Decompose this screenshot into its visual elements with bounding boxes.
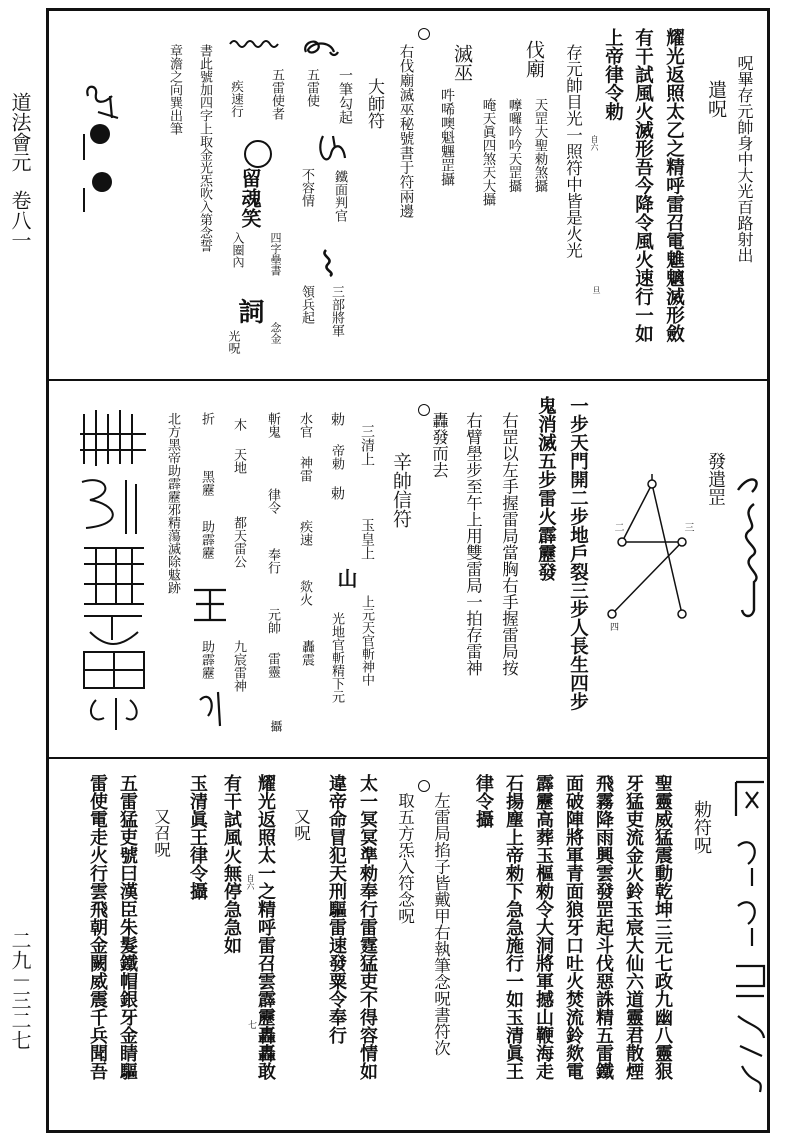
p3-mark-b: 七	[246, 1020, 256, 1029]
p3-col-2: 聖靈威猛震動乾坤三元七政九幽八靈狠	[652, 774, 673, 1080]
p2-col-29: 都天雷公	[231, 516, 246, 568]
p1-col-24: 疾速行	[229, 80, 245, 118]
p2-col-6: 轟發而去	[429, 412, 449, 478]
p3-col-4: 飛霧降雨興雲發罡起斗伐惡誅精五雷鐵	[593, 774, 614, 1080]
p1-col-3: 耀光返照太乙之精呼雷召電魋魑滅形斂	[663, 28, 685, 343]
p2-col-21: 斬鬼	[265, 412, 280, 438]
p1-col-8: 天罡大聖勑煞攝	[531, 98, 548, 193]
p2-col-12: 帝勅	[329, 444, 344, 470]
p1-col-15: 一筆勾起	[337, 68, 353, 124]
p1-mark-b: 旦	[592, 286, 601, 294]
p1-col-7: 伐廟	[523, 40, 545, 78]
p2-col-3: 鬼消滅五步雷火霹靂發	[535, 396, 557, 581]
p2-col-27: 木	[231, 418, 246, 431]
p2-col-8: 三清上	[359, 424, 375, 466]
p1-col-4: 有干試風火滅形吾今降令風火速行一如	[632, 28, 654, 343]
talisman-figure	[78, 78, 138, 218]
p2-col-23: 奉行	[265, 548, 280, 574]
volume-label: 卷八一	[8, 190, 32, 250]
p3-col-18: 五雷猛吏號曰漢臣朱髮鐵帽銀牙金睛驅	[117, 774, 138, 1080]
p2-col-14: 光地官斬精下元	[329, 612, 344, 703]
p2-col-26: 攝	[269, 720, 283, 732]
talisman-bracket	[732, 776, 768, 1096]
p2-col-9: 玉皇上	[359, 518, 375, 560]
p1-col-1: 呪畢存元帥身中大光百路射出	[735, 55, 754, 263]
diagram-label-4: 四	[608, 622, 618, 631]
margin-rule	[46, 8, 48, 1133]
p1-col-11: 滅巫	[451, 44, 473, 82]
panel3-marker	[418, 780, 430, 792]
p2-col-30: 九宸雷神	[231, 640, 246, 692]
p3-col-11: 太一冥冥準勑奉行雷霆猛吏不得容情如	[357, 774, 378, 1080]
seal-word-1: 留魂笑	[238, 168, 262, 228]
p1-mark-a: 自六	[590, 135, 599, 151]
p1-col-12: 吽唏噢魁魓罡攝	[439, 88, 455, 186]
p1-col-21: 五雷使者	[269, 68, 284, 120]
p2-col-19: 轟震	[299, 640, 314, 666]
p2-col-17: 疾速	[297, 520, 312, 546]
p2-col-10: 上元天官斬神中	[359, 595, 374, 686]
p1-col-6: 存元帥目光一照符中皆是火光	[563, 44, 583, 259]
p3-col-17: 又召呪	[151, 808, 171, 858]
p3-col-15: 有干試風火無停急急如	[221, 774, 242, 954]
p3-col-16: 玉清眞王律令攝	[187, 774, 208, 900]
p2-col-25: 雷靈	[265, 652, 280, 678]
p2-col-31: 折	[199, 412, 214, 425]
p2-col-32: 黑靂	[199, 470, 214, 496]
p3-col-9: 左雷局掐子皆戴甲右執筆念呪書符次	[431, 792, 451, 1056]
p1-col-13: 右伐廟滅巫秘號書于符兩邊	[397, 44, 414, 218]
p3-col-7: 石揚塵上帝勑下急急施行一如玉清眞王	[503, 774, 524, 1080]
diagram-label-3: 三	[682, 522, 693, 532]
p1-col-23: 念金	[269, 322, 282, 344]
p2-col-35: 北方黑帝助霹靂邪精蕩滅除鬾跡	[165, 412, 180, 594]
p2-col-28: 天地	[231, 448, 246, 474]
talisman-stroke-2	[228, 34, 288, 54]
p2-col-22: 律令	[265, 488, 280, 514]
p1-col-17: 三部將軍	[329, 285, 344, 337]
p2-col-11: 勅	[329, 412, 345, 426]
p2-col-15: 水官	[297, 412, 312, 438]
p1-col-9: 嚤囉吟吟天罡攝	[505, 98, 522, 193]
p2-col-5: 右臂壆步至午上用雙雷局一拍存雷神	[463, 412, 483, 676]
p1-col-28: 章澹之向巽出筆	[167, 44, 182, 135]
book-title: 道法會元	[8, 92, 32, 172]
seal-script-talisman	[76, 404, 152, 734]
p2-col-13: 勅	[329, 486, 345, 500]
talisman-mountain	[188, 580, 232, 730]
panel-divider-1	[46, 379, 770, 381]
p1-col-22: 四字壘書	[269, 232, 282, 276]
p3-col-10: 取五方炁入符念呪	[395, 792, 415, 924]
p3-col-8: 律令攝	[473, 774, 494, 828]
p1-col-20: 領兵起	[299, 285, 314, 324]
p2-col-34: 助霹靂	[199, 640, 214, 679]
p3-col-6: 霹靂高葬玉樞勑令大洞將軍撼山鞭海走	[533, 774, 554, 1080]
p2-col-20: 山	[334, 568, 358, 588]
p3-col-1: 勅符呪	[691, 800, 712, 854]
p1-col-10: 唵天眞四煞天大攝	[479, 98, 496, 206]
p3-col-14: 耀光返照太一之精呼雷召雲霹靂轟轟敢	[255, 774, 276, 1080]
p1-col-18: 五雷使	[304, 68, 319, 107]
p1-col-19: 不容情	[299, 168, 314, 207]
p2-col-1: 發遣罡	[705, 452, 726, 506]
p2-col-2: 一步天門開二步地戶裂三步人長生四步	[567, 396, 589, 711]
p2-col-4: 右罡以左手握雷局當胸右手握雷局按	[499, 412, 519, 676]
p2-col-16: 神雷	[297, 456, 312, 482]
p3-col-13: 又呪	[291, 808, 311, 841]
p1-col-5: 上帝律令勅	[602, 28, 624, 121]
p3-col-19: 雷使電走火行雲飛朝金闕威震千兵聞吾	[87, 774, 108, 1080]
talisman-stroke-4	[318, 248, 340, 278]
sun-circle	[244, 140, 272, 168]
panel-divider-2	[46, 757, 770, 759]
p3-col-5: 面破陣將軍青面狼牙口吐火焚流鈴欻電	[563, 774, 584, 1080]
p3-col-12: 違帝命冒犯天刑驅雷速發粟令奉行	[326, 774, 347, 1044]
talisman-stroke-3	[313, 132, 349, 172]
talisman-stroke-1	[300, 34, 340, 74]
p3-mark-a: 自六	[246, 874, 255, 890]
page-number: 二九－三二七	[8, 930, 32, 1050]
diagram-label-2: 二	[612, 522, 623, 532]
p2-col-7: 辛帥信符	[390, 452, 412, 528]
p2-col-18: 欻火	[297, 580, 312, 606]
p1-col-27: 書此號加四字上取金光炁吹入第念誓	[197, 44, 212, 252]
p2-col-24: 元帥	[265, 608, 280, 634]
panel1-marker	[418, 28, 430, 40]
p1-col-25: 入圈內	[231, 232, 245, 268]
p3-col-3: 牙猛吏流金火鈴玉宸大仙六道靈君散煙	[623, 774, 644, 1080]
p1-col-2: 遣呪	[705, 80, 727, 118]
panel2-marker	[418, 404, 430, 416]
p1-col-26: 光呪	[227, 330, 241, 354]
p2-col-33: 助霹靂	[199, 520, 214, 559]
seal-word-2: 詞	[234, 298, 264, 324]
p1-col-14: 大師符	[364, 78, 384, 129]
step-diagram	[600, 472, 710, 642]
talisman-squiggle	[730, 470, 770, 620]
p1-col-16: 鐵面判官	[332, 170, 347, 222]
